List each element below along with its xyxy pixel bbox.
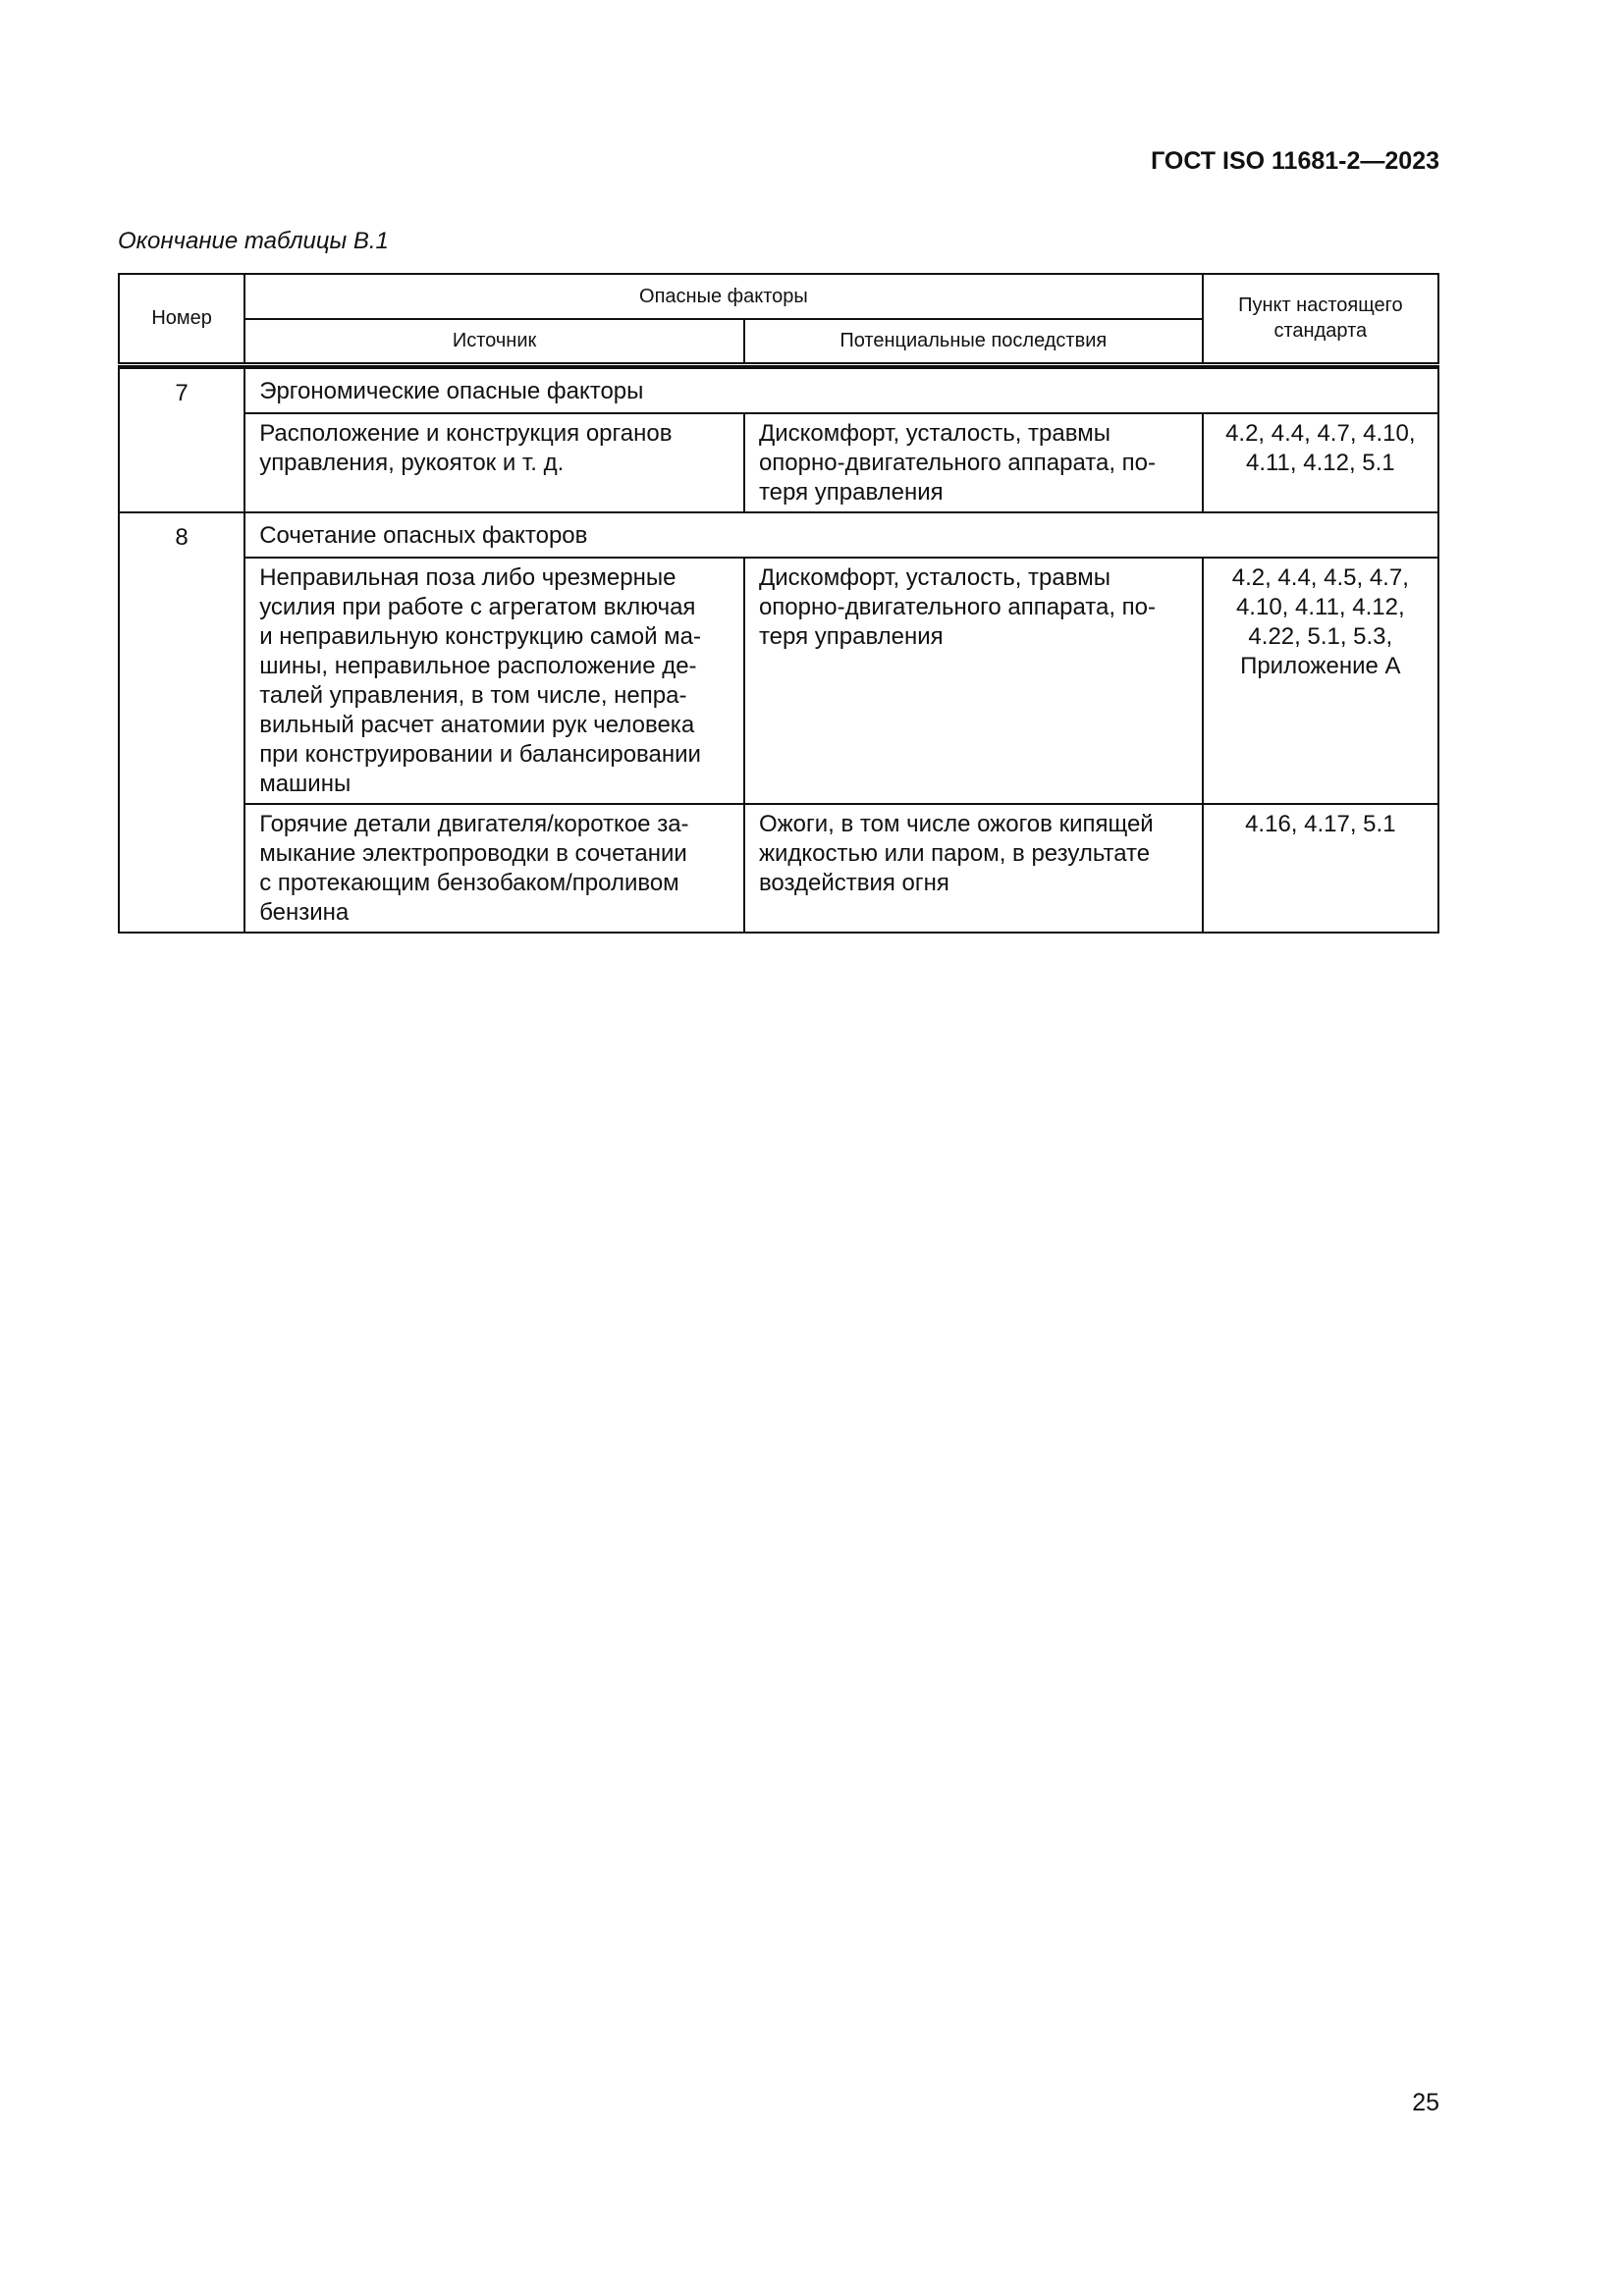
source-cell [244,558,744,804]
source-line: Горячие детали двигателя/короткое за- [259,810,689,837]
clause-line: 4.16, 4.17, 5.1 [1245,810,1396,837]
consequences-cell [744,558,1203,804]
consequences-line: Ожоги, в том числе ожогов кипящей [758,810,1154,837]
table-caption: Окончание таблицы В.1 [118,228,389,254]
source-line: машины [259,770,352,797]
source-line: мыкание электропроводки в сочетании [259,839,687,867]
source-line: шины, неправильное расположение де- [259,652,697,679]
source-line: талей управления, в том числе, непра- [259,681,687,709]
source-line: при конструировании и балансировании [259,740,701,768]
source-line: вильный расчет анатомии рук человека [259,711,695,738]
table-row [119,413,1438,512]
consequences-line: опорно-двигательного аппарата, по- [758,593,1156,620]
consequences-line: опорно-двигательного аппарата, по- [758,449,1156,476]
clause-line: 4.2, 4.4, 4.5, 4.7, [1231,563,1409,591]
source-line: Неправильная поза либо чрезмерные [259,563,677,591]
consequences-line: воздействия огня [758,869,949,896]
group-row [119,368,1438,413]
consequences-line: Дискомфорт, усталость, травмы [758,419,1110,447]
header-number: Номер [119,274,244,364]
clause-line: 4.10, 4.11, 4.12, [1235,593,1405,620]
clause-line: 4.11, 4.12, 5.1 [1245,449,1395,476]
row-number: 7 [119,368,244,512]
source-line: управления, рукояток и т. д. [259,449,565,476]
clause-line: Приложение А [1240,652,1401,679]
group-title: Сочетание опасных факторов [244,512,1438,558]
table-row [119,558,1438,804]
group-title: Эргономические опасные факторы [244,368,1438,413]
header-clause-line: стандарта [1273,320,1368,343]
source-line: усилия при работе с агрегатом включая [259,593,696,620]
source-line: Расположение и конструкция органов [259,419,673,447]
clause-cell [1203,413,1438,512]
header-consequences: Потенциальные последствия [744,319,1203,364]
source-cell [244,804,744,933]
page-number: 25 [1412,2089,1439,2116]
group-row [119,512,1438,558]
consequences-cell [744,804,1203,933]
source-line: с протекающим бензобаком/проливом [259,869,679,896]
clause-cell [1203,804,1438,933]
document-code: ГОСТ ISO 11681-2—2023 [1151,147,1439,175]
clause-line: 4.22, 5.1, 5.3, [1248,622,1393,650]
row-number: 8 [119,512,244,933]
consequences-line: Дискомфорт, усталость, травмы [758,563,1110,591]
source-line: бензина [259,898,350,926]
header-hazards: Опасные факторы [244,274,1202,319]
table-row [119,804,1438,933]
hazard-table [118,273,1439,934]
header-clause [1203,274,1438,364]
consequences-line: теря управления [758,622,944,650]
header-clause-line: Пункт настоящего [1238,294,1403,317]
clause-line: 4.2, 4.4, 4.7, 4.10, [1225,419,1416,447]
clause-cell [1203,558,1438,804]
header-source: Источник [244,319,744,364]
consequences-cell [744,413,1203,512]
consequences-line: теря управления [758,478,944,506]
source-line: и неправильную конструкцию самой ма- [259,622,702,650]
consequences-line: жидкостью или паром, в результате [758,839,1151,867]
source-cell [244,413,744,512]
